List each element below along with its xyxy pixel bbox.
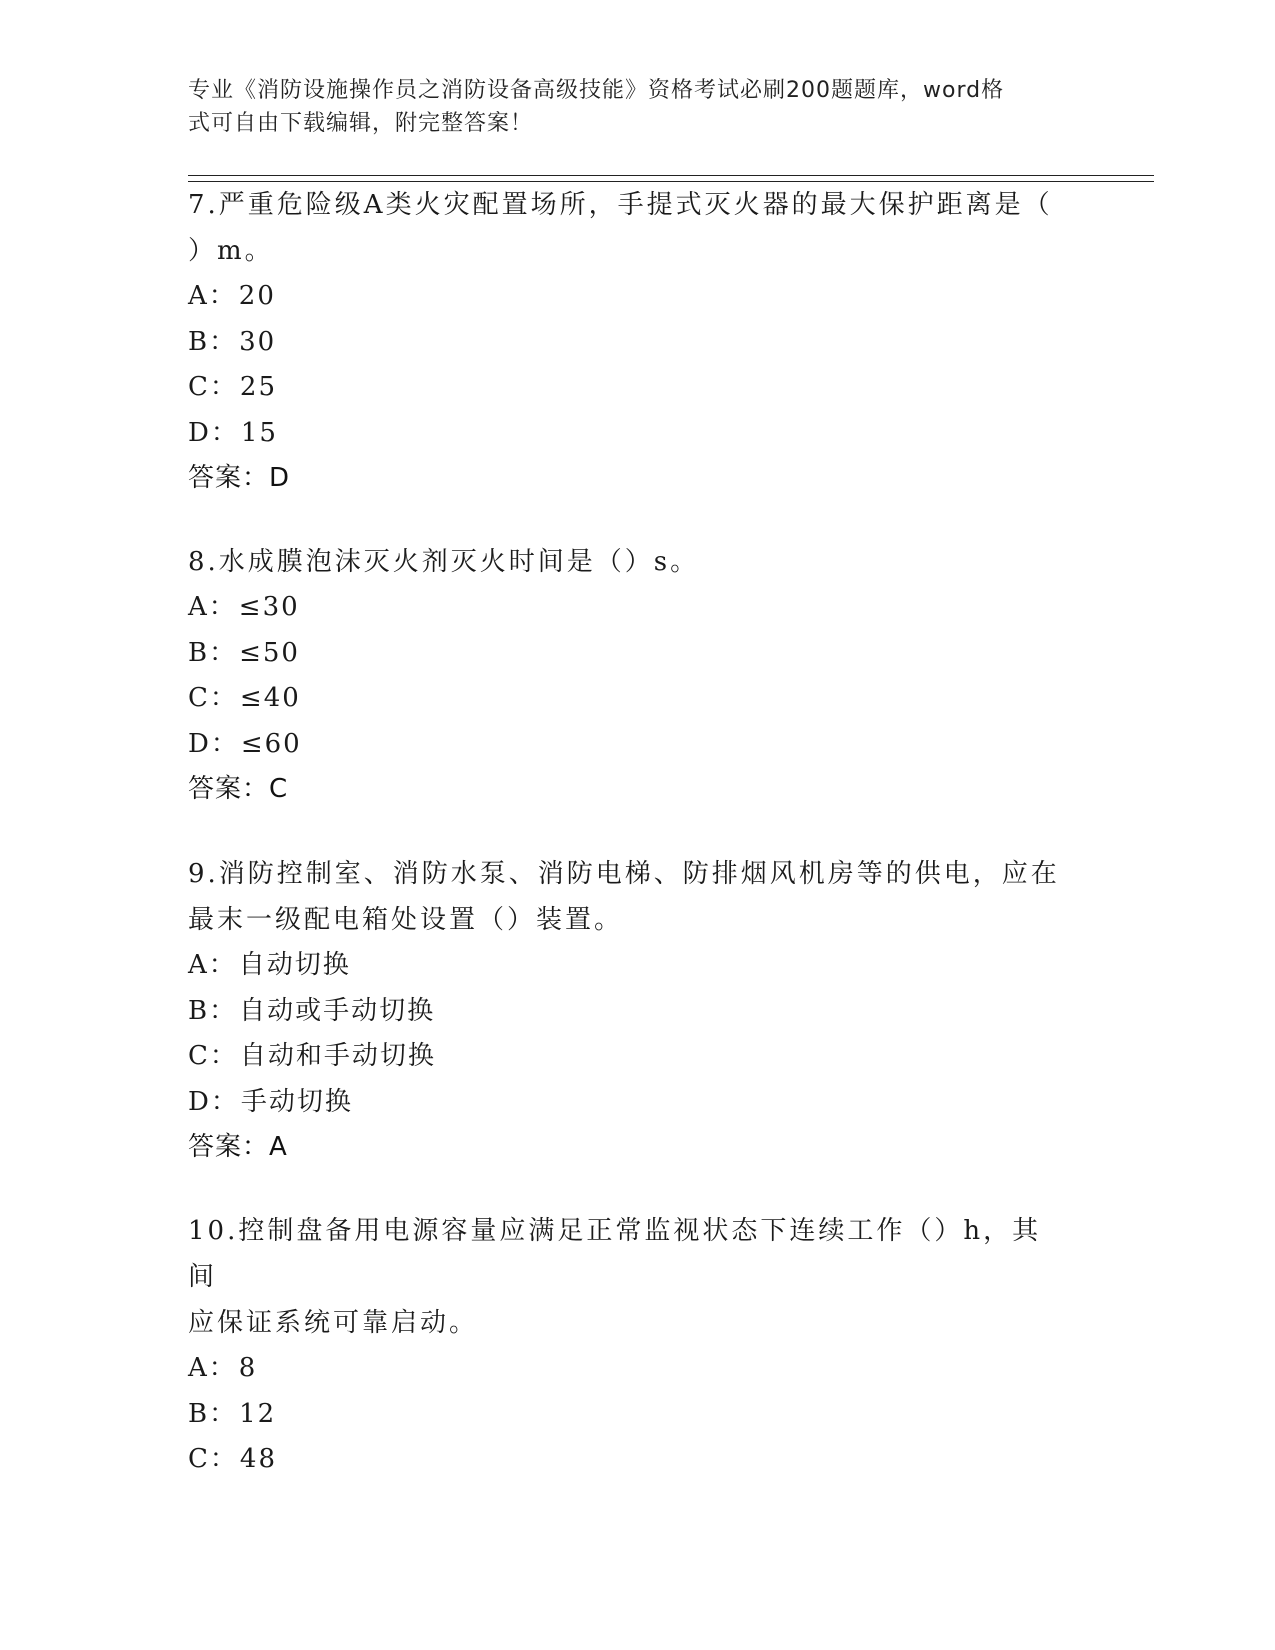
question-10 <box>188 1208 1068 1483</box>
option-c: C：25 <box>188 372 277 402</box>
option-c: C：48 <box>188 1444 277 1474</box>
option-a: A：8 <box>188 1353 258 1383</box>
question-stem <box>188 851 1068 943</box>
question-stem-line-2: ）m。 <box>188 236 274 266</box>
option-a: A：自动切换 <box>188 950 351 980</box>
question-stem <box>188 1208 1068 1346</box>
answer-text: 答案：A <box>188 1132 288 1162</box>
answer-text: 答案：D <box>188 463 291 493</box>
question-8 <box>188 539 1068 811</box>
option-b: B：自动或手动切换 <box>188 995 436 1026</box>
question-stem <box>188 539 1068 585</box>
question-stem <box>188 182 1068 274</box>
option-d: D：手动切换 <box>188 1086 353 1117</box>
option-a: A：≤30 <box>188 592 300 622</box>
question-stem-line-1: 10.控制盘备用电源容量应满足正常监视状态下连续工作（）h，其间 <box>188 1216 1042 1292</box>
option-a: A：20 <box>188 281 276 311</box>
document-header <box>188 74 1068 140</box>
header-line-1: 专业《消防设施操作员之消防设备高级技能》资格考试必刷200题题库，word格 <box>188 78 1005 103</box>
question-7 <box>188 182 1068 500</box>
question-stem-line-2: 应保证系统可靠启动。 <box>188 1308 479 1338</box>
header-divider-top <box>188 175 1154 176</box>
option-d: D：≤60 <box>188 728 302 759</box>
question-stem-line-1: 8.水成膜泡沫灭火剂灭火时间是（）s。 <box>188 547 700 577</box>
question-stem-line-2: 最末一级配电箱处设置（）装置。 <box>188 905 624 935</box>
option-b: B：12 <box>188 1398 277 1429</box>
question-stem-line-1: 9.消防控制室、消防水泵、消防电梯、防排烟风机房等的供电，应在 <box>188 859 1060 889</box>
option-b: B：30 <box>188 326 277 357</box>
option-c: C：自动和手动切换 <box>188 1041 436 1071</box>
answer-text: 答案：C <box>188 774 289 804</box>
option-d: D：15 <box>188 417 278 448</box>
option-c: C：≤40 <box>188 683 301 713</box>
header-line-2: 式可自由下载编辑，附完整答案！ <box>188 111 534 136</box>
question-9 <box>188 851 1068 1169</box>
option-b: B：≤50 <box>188 637 300 668</box>
question-stem-line-1: 7.严重危险级A类火灾配置场所，手提式灭火器的最大保护距离是（ <box>188 190 1053 220</box>
